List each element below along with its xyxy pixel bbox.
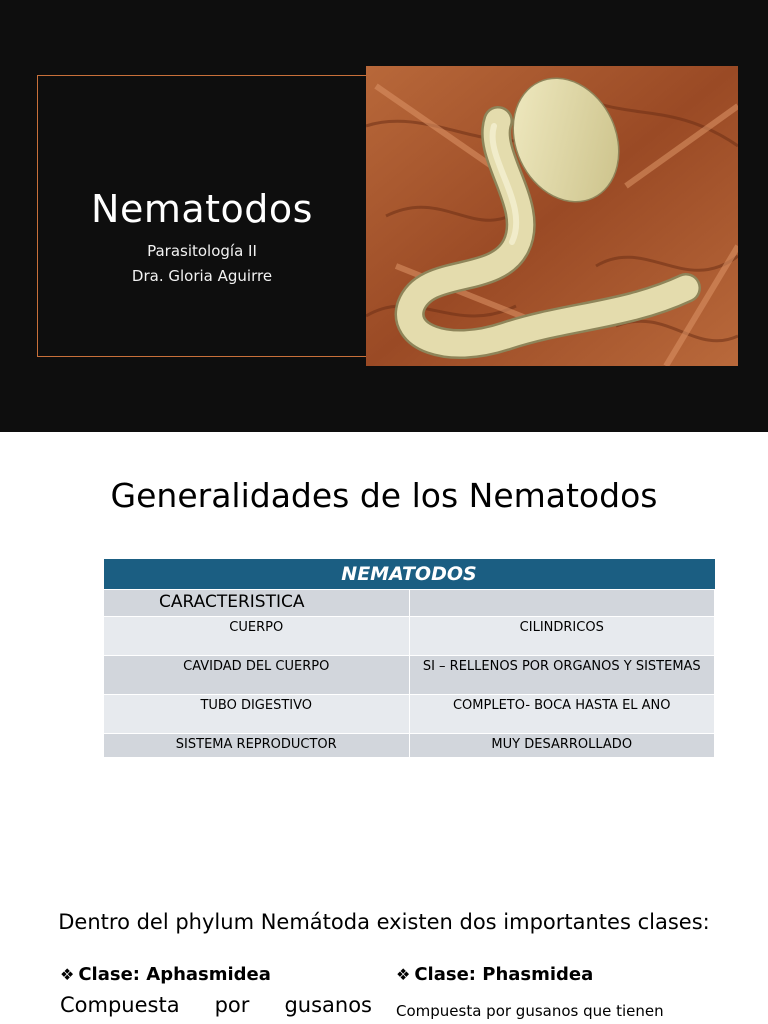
table-cell: TUBO DIGESTIVO [104,694,410,733]
nematode-photo [366,66,738,366]
class-description: Compuesta por gusanos [60,993,372,1017]
title-block [37,185,367,289]
slide-title: Generalidades de los Nematodos [110,476,658,515]
table-cell: MUY DESARROLLADO [409,733,715,757]
presentation-title: Nematodos [91,187,313,231]
table-cell: SISTEMA REPRODUCTOR [104,733,410,757]
class-heading-label: Clase: Phasmidea [414,964,594,985]
title-slide [0,0,768,432]
class-heading [60,964,372,986]
generalities-slide [0,432,768,864]
diamond-bullet-icon: ❖ [60,965,75,984]
aphasmidea-column [60,964,372,1018]
class-heading-label: Clase: Aphasmidea [78,964,271,985]
column-header-empty [409,589,715,616]
table-header: NEMATODOS [104,559,715,589]
table-cell: CAVIDAD DEL CUERPO [104,655,410,694]
table-cell: CILINDRICOS [409,616,715,655]
author-name: Dra. Gloria Aguirre [131,267,273,285]
intro-text: Dentro del phylum Nemátoda existen dos importantes clases: [58,910,710,934]
table-cell: CUERPO [104,616,410,655]
classes-slide [0,864,768,1024]
class-description: Compuesta por gusanos que tienen [396,1002,664,1020]
table-row [104,655,715,694]
phasmidea-column [396,964,716,1022]
column-header: CARACTERISTICA [104,589,410,616]
table-row [104,733,715,757]
table-cell: COMPLETO- BOCA HASTA EL ANO [409,694,715,733]
table-row [104,694,715,733]
diamond-bullet-icon: ❖ [396,965,411,984]
nematodes-table [103,559,715,758]
table-cell: SI – RELLENOS POR ORGANOS Y SISTEMAS [409,655,715,694]
course-name: Parasitología II [147,242,257,260]
class-heading [396,964,716,986]
table-row [104,616,715,655]
